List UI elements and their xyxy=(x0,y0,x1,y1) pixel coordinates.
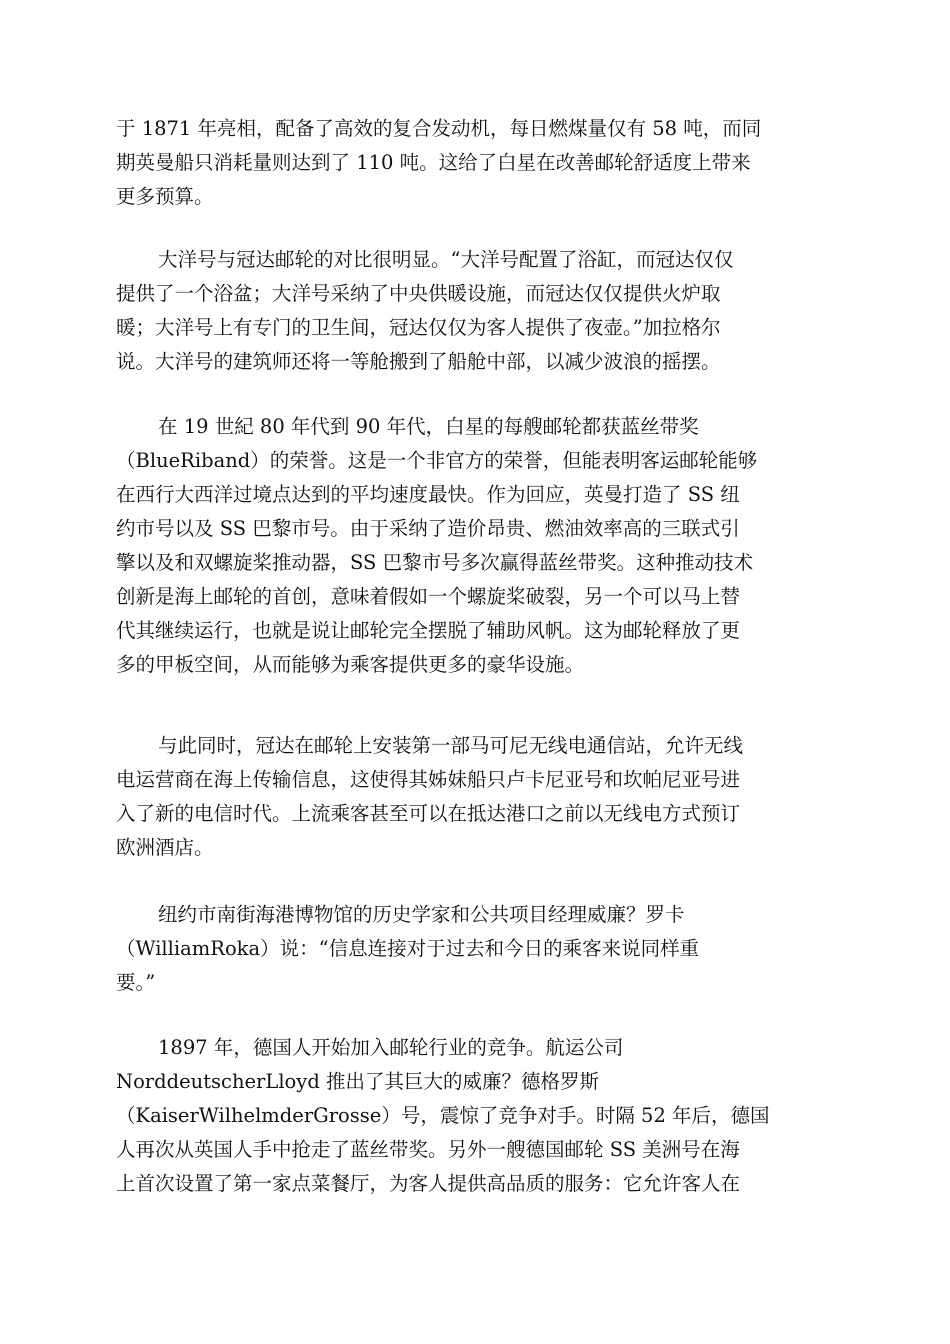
text-line: 更多预算。 xyxy=(116,185,214,208)
text-line: 代其继续运行，也就是说让邮轮完全摆脱了辅助风帆。这为邮轮释放了更 xyxy=(116,619,741,642)
text-line: NorddeutscherLloyd 推出了其巨大的威廉？德格罗斯 xyxy=(116,1070,599,1093)
text-line: 在西行大西洋过境点达到的平均速度最快。作为回应，英曼打造了 SS 纽 xyxy=(116,483,740,506)
text-line: （BlueRiband）的荣誉。这是一个非官方的荣誉，但能表明客运邮轮能够 xyxy=(116,449,758,472)
text-line: 多的甲板空间，从而能够为乘客提供更多的豪华设施。 xyxy=(116,653,585,676)
text-line: 欧洲酒店。 xyxy=(116,836,214,859)
text-line: （KaiserWilhelmderGrosse）号，震惊了竞争对手。时隔 52 年后，德国 xyxy=(116,1104,770,1127)
text-line: 创新是海上邮轮的首创，意味着假如一个螺旋桨破裂，另一个可以马上替 xyxy=(116,585,741,608)
text-line: 1897 年，德国人开始加入邮轮行业的竞争。航运公司 xyxy=(158,1036,624,1059)
text-line: （WilliamRoka）说：“信息连接对于过去和今日的乘客来说同样重 xyxy=(116,937,700,960)
text-line: 纽约市南街海港博物馆的历史学家和公共项目经理威廉？罗卡 xyxy=(158,903,685,926)
text-line: 入了新的电信时代。上流乘客甚至可以在抵达港口之前以无线电方式预订 xyxy=(116,802,741,825)
paragraph-4 xyxy=(116,729,836,865)
paragraph-2 xyxy=(116,243,836,379)
text-line: 电运营商在海上传输信息，这使得其姊妹船只卢卡尼亚号和坎帕尼亚号进 xyxy=(116,768,741,791)
text-line: 说。大洋号的建筑师还将一等舱搬到了船舱中部，以减少波浪的摇摆。 xyxy=(116,350,721,373)
text-line: 在 19 世紀 80 年代到 90 年代，白星的每艘邮轮都获蓝丝带奖 xyxy=(158,415,699,438)
text-line: 提供了一个浴盆；大洋号采纳了中央供暖设施，而冠达仅仅提供火炉取 xyxy=(116,282,721,305)
text-line: 上首次设置了第一家点菜餐厅，为客人提供高品质的服务：它允许客人在 xyxy=(116,1172,741,1195)
text-line: 要。” xyxy=(116,971,156,994)
text-line: 大洋号与冠达邮轮的对比很明显。“大洋号配置了浴缸，而冠达仅仅 xyxy=(158,248,734,271)
text-line: 于 1871 年亮相，配备了高效的复合发动机，每日燃煤量仅有 58 吨，而同 xyxy=(116,117,762,140)
text-line: 暖；大洋号上有专门的卫生间，冠达仅仅为客人提供了夜壶。”加拉格尔 xyxy=(116,316,721,339)
paragraph-5 xyxy=(116,898,836,1000)
paragraph-1 xyxy=(116,112,836,214)
text-line: 与此同时，冠达在邮轮上安装第一部马可尼无线电通信站，允许无线 xyxy=(158,734,744,757)
text-line: 约市号以及 SS 巴黎市号。由于采纳了造价昂贵、燃油效率高的三联式引 xyxy=(116,517,740,540)
text-line: 人再次从英国人手中抢走了蓝丝带奖。另外一艘德国邮轮 SS 美洲号在海 xyxy=(116,1138,740,1161)
text-line: 擎以及和双螺旋桨推动器，SS 巴黎市号多次赢得蓝丝带奖。这种推动技术 xyxy=(116,551,754,574)
text-line: 期英曼船只消耗量则达到了 110 吨。这给了白星在改善邮轮舒适度上带来 xyxy=(116,151,751,174)
paragraph-6 xyxy=(116,1031,836,1201)
paragraph-3 xyxy=(116,410,836,682)
